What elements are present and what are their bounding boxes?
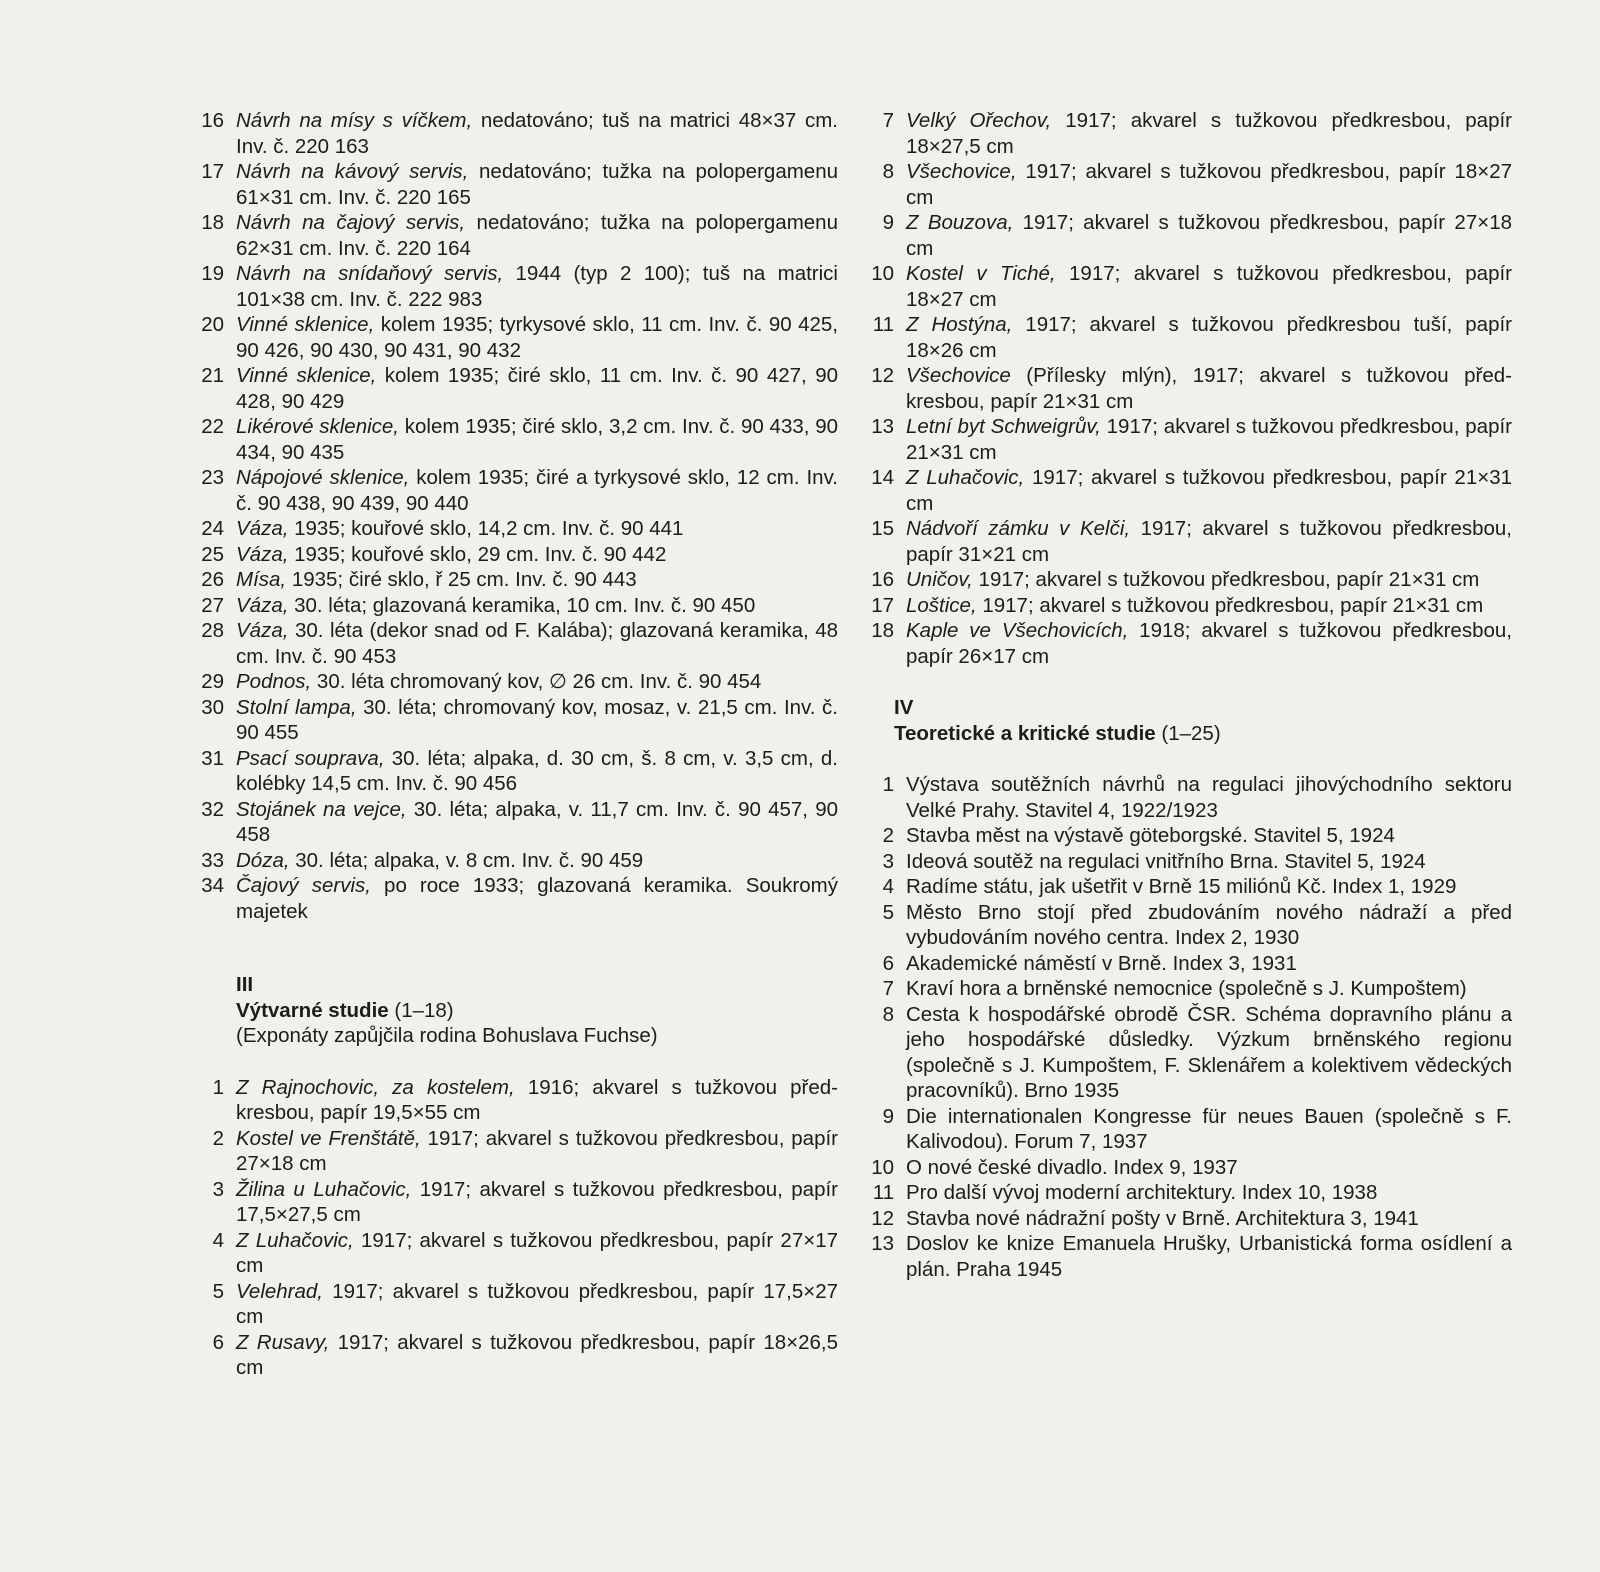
item-number: 4 xyxy=(212,1228,224,1252)
item-title: Podnos, xyxy=(236,670,312,693)
item-text xyxy=(906,108,1512,159)
item-title: Z Bouzova, xyxy=(906,211,1014,234)
item-number: 1 xyxy=(882,773,894,796)
item-number: 9 xyxy=(882,211,894,234)
spacer xyxy=(188,924,838,972)
list-item xyxy=(188,797,838,848)
item-text xyxy=(906,516,1512,567)
list-item xyxy=(188,669,838,695)
item-details: kolem 1935; čiré a tyrkysové sklo, 12 cm. Inv. č. 90 438, 90 439, 90 440 xyxy=(236,466,838,515)
item-number: 5 xyxy=(882,900,894,924)
item-text xyxy=(906,261,1512,312)
section-roman-numeral: IV xyxy=(894,696,914,719)
item-number: 2 xyxy=(212,1126,224,1150)
list-item xyxy=(862,210,1512,261)
item-number: 1 xyxy=(212,1075,224,1099)
list-item xyxy=(862,1155,1512,1181)
list-item xyxy=(188,1126,838,1177)
list-item xyxy=(862,593,1512,619)
item-details: 30. léta; chromovaný kov, mosaz, v. 21,5 cm. Inv. č. 90 455 xyxy=(236,695,838,744)
item-number: 18 xyxy=(871,619,894,642)
item-details: 1917; akvarel s tužkovou předkresbou, papír 17,5×27,5 cm xyxy=(236,1177,838,1226)
section-roman-numeral: III xyxy=(236,973,254,996)
item-text xyxy=(236,873,838,924)
list-item xyxy=(188,1279,838,1330)
item-title: Loštice, xyxy=(906,593,977,617)
item-title: Návrh na snídaňový servis, xyxy=(236,262,504,285)
item-citation: Doslov ke knize Emanuela Hrušky, Urbanistická forma osídlení a plán. Praha 1945 xyxy=(906,1232,1512,1281)
list-item xyxy=(188,210,838,261)
item-number: 10 xyxy=(871,262,894,285)
item-text xyxy=(906,849,1512,875)
item-number: 18 xyxy=(201,211,224,234)
list-item xyxy=(188,618,838,669)
list-item xyxy=(862,465,1512,516)
section-heading-iv xyxy=(862,695,1512,746)
item-details: 1917; akvarel s tužkovou předkresbou, papír 21×31 cm xyxy=(972,568,1480,591)
item-title: Nádvoří zámku v Kelči, xyxy=(906,517,1131,540)
item-details: 1917; akvarel s tužkovou předkresbou, papír 18×26,5 cm xyxy=(236,1330,839,1379)
list-item xyxy=(188,1228,838,1279)
list-item xyxy=(862,261,1512,312)
item-title: Žilina u Luhačovic, xyxy=(236,1177,412,1201)
item-title: Z Luhačovic, xyxy=(906,466,1025,489)
item-title: Letní byt Schweigrův, xyxy=(906,415,1101,438)
item-details: 30. léta; alpaka, v. 8 cm. Inv. č. 90 459 xyxy=(289,848,644,872)
item-text xyxy=(236,312,838,363)
item-text xyxy=(906,976,1512,1002)
list-item xyxy=(862,951,1512,977)
item-text xyxy=(236,210,838,261)
item-text xyxy=(906,210,1512,261)
left-entries-top xyxy=(188,108,838,924)
item-citation: Výstava soutěžních návrhů na regulaci jihovýchodního sektoru Velké Prahy. Stavitel 4, 1922/1923 xyxy=(906,773,1512,822)
list-item xyxy=(188,108,838,159)
item-details: 1935; kouřové sklo, 14,2 cm. Inv. č. 90 441 xyxy=(288,517,684,540)
list-item xyxy=(862,108,1512,159)
item-text xyxy=(906,874,1512,900)
item-details: 1944 (typ 2 100); tuš na matrici 101×38 cm. Inv. č. 222 983 xyxy=(236,262,838,311)
item-details: 1918; akvarel s tužkovou předkresbou, papír 26×17 cm xyxy=(906,619,1512,668)
item-citation: Stavba měst na výstavě göteborgské. Stavitel 5, 1924 xyxy=(906,824,1395,847)
item-number: 8 xyxy=(882,160,894,183)
item-number: 16 xyxy=(201,109,224,132)
item-number: 30 xyxy=(201,695,224,719)
item-text xyxy=(906,1104,1512,1155)
list-item xyxy=(188,1177,838,1228)
item-title: Dóza, xyxy=(236,848,290,872)
item-details: 1917; akvarel s tužkovou předkresbou, papír 18×27,5 cm xyxy=(906,109,1512,158)
list-item xyxy=(188,261,838,312)
list-item xyxy=(862,159,1512,210)
list-item xyxy=(188,593,838,619)
item-number: 17 xyxy=(201,160,224,183)
right-entries-bottom xyxy=(862,772,1512,1282)
item-number: 33 xyxy=(201,848,224,872)
item-text xyxy=(906,900,1512,951)
item-number: 4 xyxy=(882,875,894,898)
item-citation: Pro další vývoj moderní architektury. Index 10, 1938 xyxy=(906,1181,1378,1204)
item-title: Vinné sklenice, xyxy=(236,313,375,336)
item-number: 26 xyxy=(201,568,224,591)
item-title: Stolní lampa, xyxy=(236,695,357,719)
item-citation: Cesta k hospodářské obrodě ČSR. Schéma dopravního plánu a jeho hospodářské důsledky. Výzkum brněnského regionu (společně s J. Kumpoštem, F. Sklenářem a kolektivem vědeckých pracovníků). Brno 1935 xyxy=(906,1002,1512,1102)
item-text xyxy=(236,516,838,542)
list-item xyxy=(862,414,1512,465)
item-text xyxy=(236,1075,838,1126)
item-title: Návrh na čajový servis, xyxy=(236,211,466,234)
item-details: 1917; akvarel s tužkovou předkresbou, papír 17,5×27 cm xyxy=(236,1279,838,1328)
item-number: 22 xyxy=(201,415,224,438)
item-title: Velký Ořechov, xyxy=(906,109,1052,132)
item-number: 7 xyxy=(882,109,894,132)
item-details: po roce 1933; glazovaná keramika. Soukromý majetek xyxy=(236,874,838,923)
item-citation: Radíme státu, jak ušetřit v Brně 15 miliónů Kč. Index 1, 1929 xyxy=(906,875,1457,898)
item-title: Z Rajnochovic, za kostelem, xyxy=(236,1075,515,1099)
list-item xyxy=(188,414,838,465)
spacer xyxy=(862,669,1512,695)
item-title: Váza, xyxy=(236,619,289,642)
item-title: Likérové sklenice, xyxy=(236,415,400,438)
list-item xyxy=(862,363,1512,414)
item-details: 1916; akvarel s tužkovou předkresbou, papír 19,5×55 cm xyxy=(236,1075,838,1124)
list-item xyxy=(862,1231,1512,1282)
item-text xyxy=(906,567,1512,593)
right-column xyxy=(862,108,1512,1282)
item-title: Nápojové sklenice, xyxy=(236,466,410,489)
item-number: 6 xyxy=(212,1330,224,1354)
list-item xyxy=(862,1104,1512,1155)
item-details: 1917; akvarel s tužkovou předkresbou, papír 27×18 cm xyxy=(236,1126,838,1175)
item-text xyxy=(236,593,838,619)
item-citation: Ideová soutěž na regulaci vnitřního Brna. Stavitel 5, 1924 xyxy=(906,849,1426,873)
item-text xyxy=(236,465,838,516)
item-number: 28 xyxy=(201,619,224,642)
item-title: Čajový servis, xyxy=(236,874,371,897)
item-number: 3 xyxy=(212,1177,224,1201)
item-number: 17 xyxy=(871,593,894,617)
list-item xyxy=(188,363,838,414)
item-number: 11 xyxy=(872,1181,894,1204)
item-title: Návrh na mísy s víčkem, xyxy=(236,109,473,132)
list-item xyxy=(862,849,1512,875)
item-number: 13 xyxy=(871,1232,894,1255)
item-text xyxy=(236,797,838,848)
item-title: Všechovice, xyxy=(906,160,1017,183)
section-title: Výtvarné studie xyxy=(236,998,389,1022)
item-text xyxy=(906,1002,1512,1104)
item-text xyxy=(906,593,1512,619)
section-title: Teoretické a kritické studie xyxy=(894,721,1156,745)
list-item xyxy=(862,976,1512,1002)
item-text xyxy=(906,823,1512,849)
item-number: 29 xyxy=(201,670,224,693)
item-text xyxy=(906,618,1512,669)
section-range: (1–25) xyxy=(1155,721,1221,745)
item-details: 1917; akvarel s tužkovou předkresbou, papír 21×31 cm xyxy=(906,466,1512,515)
item-details: 30. léta; alpaka, d. 30 cm, š. 8 cm, v. 3,5 cm, d. kolébky 14,5 cm. Inv. č. 90 456 xyxy=(236,746,838,795)
list-item xyxy=(862,516,1512,567)
item-citation: Město Brno stojí před zbudováním nového nádraží a před vybudováním nového centra. Index 2, 1930 xyxy=(906,900,1512,949)
item-number: 11 xyxy=(872,313,894,336)
item-text xyxy=(906,1206,1512,1232)
item-text xyxy=(236,695,838,746)
item-number: 2 xyxy=(882,824,894,847)
item-citation: O nové české divadlo. Index 9, 1937 xyxy=(906,1155,1238,1179)
item-details: 1935; kouřové sklo, 29 cm. Inv. č. 90 442 xyxy=(288,542,667,566)
item-text xyxy=(236,1330,838,1381)
item-title: Váza, xyxy=(236,542,289,566)
item-title: Stojánek na vejce, xyxy=(236,797,407,821)
item-number: 32 xyxy=(201,797,224,821)
item-number: 24 xyxy=(201,517,224,540)
list-item xyxy=(188,567,838,593)
section-range: (1–18) xyxy=(388,998,454,1022)
list-item xyxy=(862,618,1512,669)
item-title: Kaple ve Všechovicích, xyxy=(906,619,1129,642)
item-details: 1917; akvarel s tužkovou předkresbou, papír 21×31 cm xyxy=(976,593,1484,617)
item-details: (Přílesky mlýn), 1917; akvarel s tužkovou předkresbou, papír 21×31 cm xyxy=(906,364,1512,413)
item-number: 5 xyxy=(212,1279,224,1303)
item-number: 8 xyxy=(882,1002,894,1026)
item-number: 23 xyxy=(201,466,224,489)
item-text xyxy=(236,542,838,568)
item-details: 1935; čiré sklo, ř 25 cm. Inv. č. 90 443 xyxy=(286,568,637,591)
item-title: Všechovice xyxy=(906,364,1011,387)
right-entries-top xyxy=(862,108,1512,669)
item-number: 9 xyxy=(882,1104,894,1128)
item-details: 30. léta chromovaný kov, ∅ 26 cm. Inv. č. 90 454 xyxy=(311,670,762,693)
list-item xyxy=(188,1330,838,1381)
item-number: 20 xyxy=(201,313,224,336)
item-title: Váza, xyxy=(236,593,289,617)
list-item xyxy=(188,695,838,746)
item-title: Z Hostýna, xyxy=(906,313,1013,336)
item-details: kolem 1935; čiré sklo, 11 cm. Inv. č. 90 427, 90 428, 90 429 xyxy=(236,364,838,413)
item-number: 6 xyxy=(882,951,894,975)
item-text xyxy=(906,951,1512,977)
list-item xyxy=(188,312,838,363)
item-text xyxy=(906,1155,1512,1181)
item-number: 12 xyxy=(871,1206,894,1230)
item-text xyxy=(236,363,838,414)
item-number: 34 xyxy=(201,874,224,897)
item-title: Váza, xyxy=(236,517,289,540)
item-text xyxy=(906,159,1512,210)
item-text xyxy=(236,618,838,669)
list-item xyxy=(862,874,1512,900)
item-text xyxy=(906,312,1512,363)
item-details: 1917; akvarel s tužkovou předkresbou, papír 31×21 cm xyxy=(906,517,1513,566)
left-entries-bottom xyxy=(188,1075,838,1381)
item-number: 21 xyxy=(201,364,224,387)
item-text xyxy=(236,414,838,465)
item-details: 1917; akvarel s tužkovou předkresbou, papír 27×17 cm xyxy=(236,1228,838,1277)
item-title: Kostel ve Frenštátě, xyxy=(236,1126,421,1150)
item-details: nedatováno; tuš na matrici 48×37 cm. Inv. č. 220 163 xyxy=(236,109,838,158)
item-text xyxy=(236,848,838,874)
item-details: kolem 1935; čiré sklo, 3,2 cm. Inv. č. 90 433, 90 434, 90 435 xyxy=(236,415,838,464)
item-title: Uničov, xyxy=(906,568,973,591)
item-text xyxy=(236,746,838,797)
item-number: 25 xyxy=(201,542,224,566)
item-number: 19 xyxy=(201,262,224,285)
item-number: 14 xyxy=(871,466,894,489)
list-item xyxy=(188,516,838,542)
spacer xyxy=(188,1049,838,1075)
item-details: 1917; akvarel s tužkovou předkresbou, papír 18×27 cm xyxy=(906,160,1512,209)
item-details: 1917; akvarel s tužkovou předkresbou, papír 27×18 cm xyxy=(906,211,1512,260)
item-text xyxy=(236,1126,838,1177)
item-number: 3 xyxy=(882,849,894,873)
list-item xyxy=(862,772,1512,823)
item-text xyxy=(906,414,1512,465)
item-text xyxy=(236,261,838,312)
item-number: 13 xyxy=(871,415,894,438)
item-title: Psací souprava, xyxy=(236,746,385,770)
item-number: 7 xyxy=(882,977,894,1000)
item-number: 27 xyxy=(201,593,224,617)
item-number: 16 xyxy=(871,568,894,591)
item-text xyxy=(906,1180,1512,1206)
list-item xyxy=(188,1075,838,1126)
list-item xyxy=(188,746,838,797)
spacer xyxy=(862,746,1512,772)
item-text xyxy=(236,567,838,593)
item-text xyxy=(236,1177,838,1228)
item-text xyxy=(236,108,838,159)
item-title: Mísa, xyxy=(236,568,287,591)
item-title: Návrh na kávový servis, xyxy=(236,160,469,183)
item-text xyxy=(236,1279,838,1330)
item-details: nedatováno; tužka na polopergamenu 62×31 cm. Inv. č. 220 164 xyxy=(236,211,838,260)
item-details: 1917; akvarel s tužkovou předkresbou, papír 21×31 cm xyxy=(906,415,1512,464)
item-citation: Akademické náměstí v Brně. Index 3, 1931 xyxy=(906,951,1297,975)
item-details: 30. léta; alpaka, v. 11,7 cm. Inv. č. 90 457, 90 458 xyxy=(236,797,839,846)
item-title: Kostel v Tiché, xyxy=(906,262,1056,285)
item-title: Z Luhačovic, xyxy=(236,1228,354,1252)
item-details: 1917; akvarel s tužkovou předkresbou, papír 18×27 cm xyxy=(906,262,1512,311)
list-item xyxy=(862,823,1512,849)
item-details: kolem 1935; tyrkysové sklo, 11 cm. Inv. č. 90 425, 90 426, 90 430, 90 431, 90 432 xyxy=(236,313,839,362)
item-title: Velehrad, xyxy=(236,1279,323,1303)
item-citation: Kraví hora a brněnské nemocnice (společně s J. Kumpoštem) xyxy=(906,977,1467,1000)
list-item xyxy=(862,1180,1512,1206)
list-item xyxy=(188,873,838,924)
list-item xyxy=(188,848,838,874)
item-text xyxy=(906,772,1512,823)
list-item xyxy=(862,567,1512,593)
item-title: Z Rusavy, xyxy=(236,1330,330,1354)
item-number: 31 xyxy=(201,746,224,770)
item-details: 30. léta (dekor snad od F. Kalába); glazovaná keramika, 48 cm. Inv. č. 90 453 xyxy=(236,619,838,668)
item-text xyxy=(906,465,1512,516)
item-number: 10 xyxy=(871,1155,894,1179)
item-number: 12 xyxy=(871,364,894,387)
item-details: 30. léta; glazovaná keramika, 10 cm. Inv. č. 90 450 xyxy=(288,593,756,617)
list-item xyxy=(188,159,838,210)
list-item xyxy=(188,542,838,568)
list-item xyxy=(862,312,1512,363)
item-number: 15 xyxy=(871,517,894,540)
item-title: Vinné sklenice, xyxy=(236,364,377,387)
item-citation: Die internationalen Kongresse für neues Bauen (společně s F. Kalivodou). Forum 7, 1937 xyxy=(906,1104,1512,1153)
section-note: (Exponáty zapůjčila rodina Bohuslava Fuchse) xyxy=(236,1024,658,1047)
list-item xyxy=(862,1206,1512,1232)
item-text xyxy=(906,363,1512,414)
item-details: 1917; akvarel s tužkovou předkresbou tuší, papír 18×26 cm xyxy=(906,313,1512,362)
item-text xyxy=(906,1231,1512,1282)
section-heading-iii xyxy=(188,972,838,1049)
item-details: nedatováno; tužka na polopergamenu 61×31 cm. Inv. č. 220 165 xyxy=(236,160,838,209)
list-item xyxy=(862,1002,1512,1104)
item-text xyxy=(236,669,838,695)
left-column xyxy=(188,108,838,1381)
item-citation: Stavba nové nádražní pošty v Brně. Architektura 3, 1941 xyxy=(906,1206,1419,1230)
item-text xyxy=(236,1228,838,1279)
list-item xyxy=(862,900,1512,951)
item-text xyxy=(236,159,838,210)
list-item xyxy=(188,465,838,516)
